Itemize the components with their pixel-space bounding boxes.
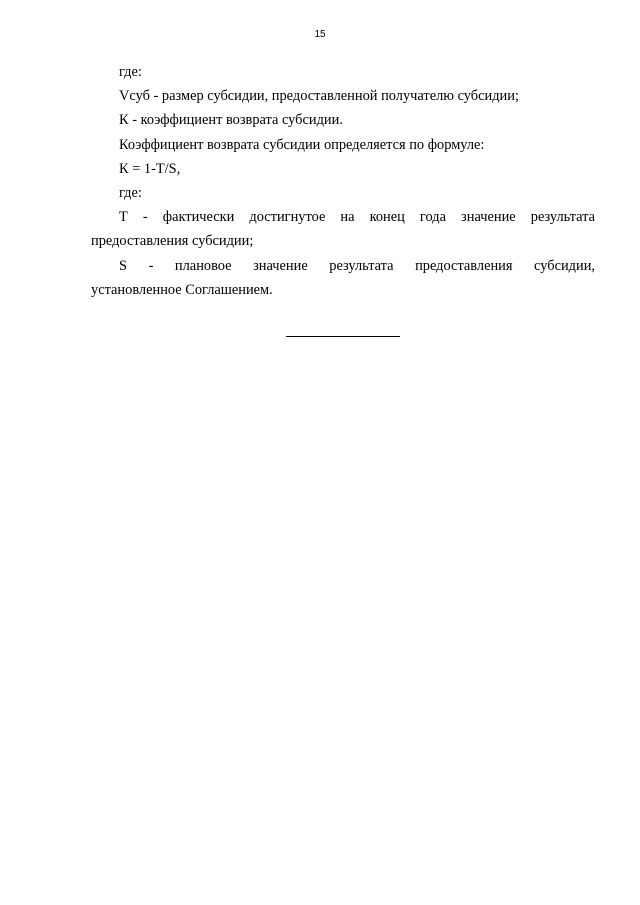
document-body	[91, 60, 595, 302]
paragraph-t-line-1: Т - фактически достигнутое на конец года значение результата	[119, 209, 595, 226]
paragraph-where-2: где:	[119, 185, 142, 202]
paragraph-k-definition: К - коэффициент возврата субсидии.	[119, 112, 343, 129]
paragraph-formula: К = 1-Т/S,	[119, 160, 181, 177]
paragraph-s-line-2: установленное Соглашением.	[91, 281, 273, 298]
page-number: 15	[314, 29, 326, 40]
paragraph-t-line-2: предоставления субсидии;	[91, 233, 254, 250]
paragraph-s-line-1: S - плановое значение результата предоставления субсидии,	[119, 257, 595, 274]
paragraph-vsub-definition: Vсуб - размер субсидии, предоставленной получателю субсидии;	[119, 88, 519, 105]
paragraph-t-definition	[91, 205, 595, 253]
paragraph-where: где:	[119, 64, 142, 80]
paragraph-s-definition	[91, 254, 595, 302]
paragraph-formula-intro: Коэффициент возврата субсидии определяется по формуле:	[119, 136, 485, 153]
end-separator-line	[286, 336, 400, 337]
